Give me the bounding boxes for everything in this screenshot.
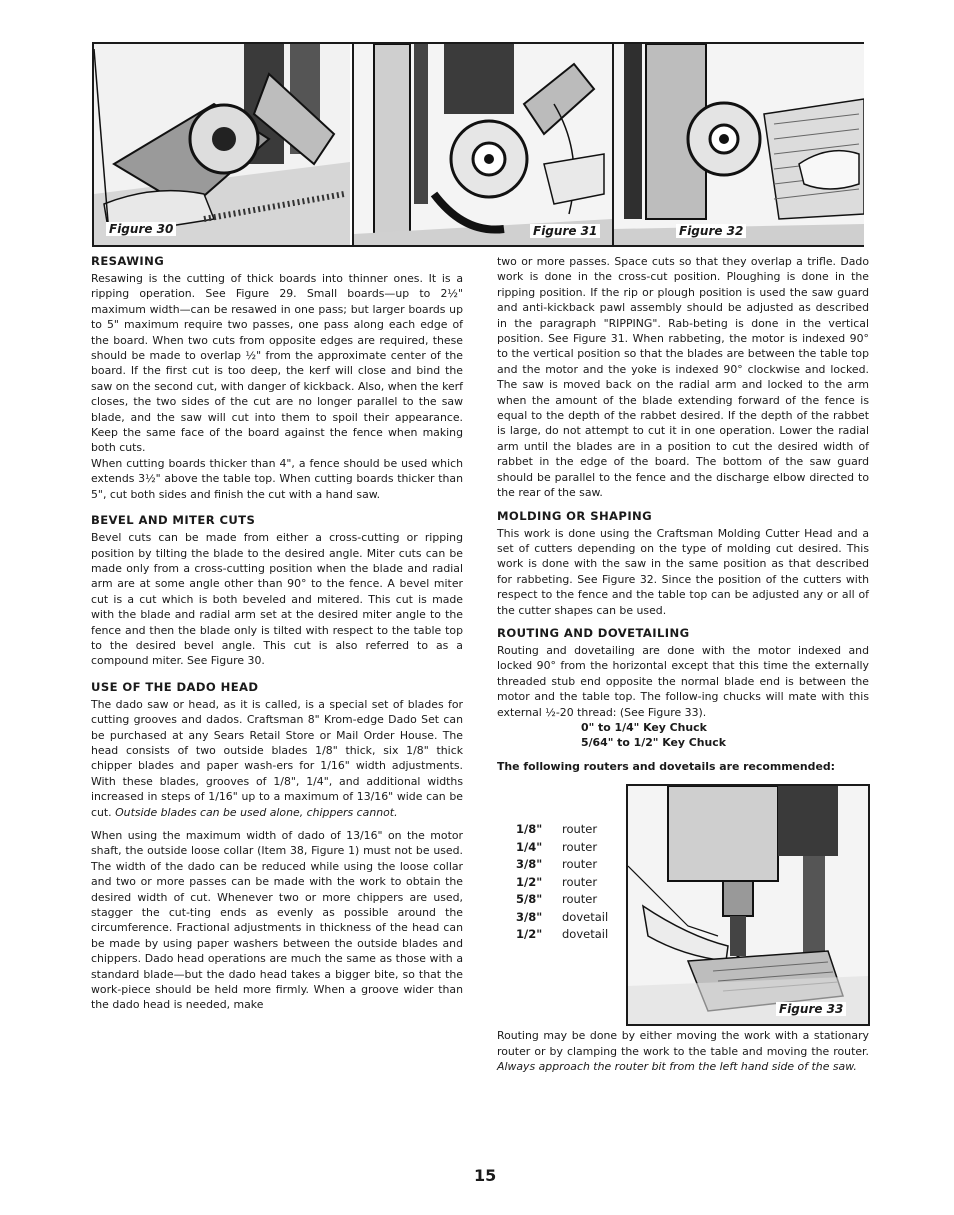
dado-head-paragraph-2: When using the maximum width of dado of 13/16" on the motor shaft, the outside loose collar (Item 38, Figure 1) must not be used. The width of the dado can be reduced while using the loose collar and two or more passes can be made with the work to obtain the desired width of cut. Whenever two or more chippers are used, stagger the cut-ting ends as evenly as possible around the circumference. Fractional adjustments in thickness of the head can be made by using paper washers between the outside blades and chippers. Dado head operations are much the same as those with a standard blade—but the dado head takes a bigger bite, so that the work-piece should be held more firmly. When a groove wider than the dado head is needed, make [91, 829, 463, 1012]
router-item: 1/4" router [516, 839, 598, 854]
dado-head-italic-note: Outside blades can be used alone, chippers cannot. [115, 805, 398, 819]
figure-31-illustration [352, 44, 612, 245]
figure-33-illustration [626, 784, 870, 1026]
router-item: 3/8" dovetail [516, 909, 609, 924]
resawing-paragraph-1: Resawing is the cutting of thick boards into thinner ones. It is a ripping operation. See Figure 29. Small boards—up to 2½" maximum width—can be resawed in one pass; but larger boards up to 5" maximum require two passes, one pass along each edge of the board. When two cuts from opposite edges are required, these should be made to overlap ½" from the approximate center of the board. If the first cut is too deep, the kerf will close and bind the saw on the second cut, with danger of kickback. Also, when the kerf closes, the two sides of the cut are no longer parallel to the saw blade, and the saw will cut into them to spoil their appearance. Keep the same face of the board against the fence when making both cuts. [91, 272, 463, 455]
router-item: 5/8" router [516, 892, 598, 907]
dado-head-paragraph-1-text: The dado saw or head, as it is called, is a special set of blades for cutting grooves and dados. Craftsman 8" Krom-edge Dado Set can be purchased at any Sears Retail Store or Mail Order House. The head consists of two outside blades 1/8" thick, six 1/8" thick chipper blades and paper wash-ers for 1/16" width adjustments. With these blades, grooves of 1/8", 1/4", and additional widths increased in steps of 1/16" up to a maximum of 13/16" wide can be cut. [91, 697, 463, 819]
router-block [497, 784, 869, 1028]
dado-head-paragraph-1 [91, 697, 463, 820]
molding-paragraph: This work is done using the Craftsman Molding Cutter Head and a set of cutters depending on the type of molding cut desired. This work is done with the saw in the same position as that described for rabbeting. See Figure 32. Since the position of the cutters with respect to the fence and the table top can be adjusted any or all of the cutter shapes can be used. [497, 526, 869, 617]
figure-31-caption: Figure 31 [530, 224, 600, 238]
figure-33-drawing [628, 786, 868, 1024]
chuck-list [581, 720, 869, 751]
bevel-miter-heading: BEVEL AND MITER CUTS [91, 513, 256, 528]
figure-30-drawing [94, 44, 350, 245]
resawing-paragraph-2: When cutting boards thicker than 4", a fence should be used which extends 3½" above the table top. When cutting boards thicker than 5", cut both sides and finish the cut with a hand saw. [91, 456, 463, 501]
figure-30-caption: Figure 30 [106, 222, 176, 236]
dado-head-heading: USE OF THE DADO HEAD [91, 679, 259, 694]
router-item: 3/8" router [516, 857, 598, 872]
left-column [91, 254, 463, 1013]
routing-paragraph-1: Routing and dovetailing are done with the motor indexed and locked 90° from the horizontal except that this time the externally threaded stub end opposite the normal blade end is between the motor and the table top. The follow-ing chucks will mate with this external ½-20 thread: (See Figure 33). [497, 643, 869, 719]
figure-32-illustration [612, 44, 864, 245]
figure-31-drawing [354, 44, 612, 245]
router-item: 1/2" dovetail [516, 927, 609, 942]
figure-32-caption: Figure 32 [676, 224, 746, 238]
routing-italic-warning: Always approach the router bit from the left hand side of the saw. [497, 1060, 857, 1073]
router-item: 1/8" router [516, 822, 598, 837]
routing-paragraph-2 [497, 1028, 869, 1074]
recommended-line: The following routers and dovetails are recommended: [497, 759, 836, 773]
chuck-item: 5/64" to 1/2" Key Chuck [581, 736, 726, 750]
router-item: 1/2" router [516, 874, 598, 889]
chuck-item: 0" to 1/4" Key Chuck [581, 720, 707, 734]
molding-heading: MOLDING OR SHAPING [497, 508, 653, 523]
figure-strip [92, 42, 864, 247]
page-number: 15 [474, 1166, 497, 1185]
router-list [516, 821, 608, 944]
right-column [497, 254, 869, 1074]
dado-continued-paragraph: two or more passes. Space cuts so that they overlap a trifle. Dado work is done in the cross-cut position. Ploughing is done in the ripping position. If the rip or plough position is used the saw guard and anti-kickback pawl assembly should be adjusted as described in the paragraph "RIPPING". Rab-beting is done in the vertical position. See Figure 31. When rabbeting, the motor is indexed 90° to the vertical position so that the blades are between the table top and the motor and the yoke is indexed 90° clockwise and locked. The saw is moved back on the radial arm and locked to the arm when the amount of the blade extending forward of the fence is equal to the depth of the rabbet desired. If the depth of the rabbet is large, do not attempt to cut it in one operation. Lower the radial arm until the blades are in a position to cut the desired width of rabbet in the edge of the board. The bottom of the saw guard should be parallel to the fence and the discharge elbow directed to the rear of the saw. [497, 255, 869, 500]
figure-30-illustration [94, 44, 350, 245]
figure-32-drawing [614, 44, 864, 245]
resawing-heading: RESAWING [91, 254, 165, 268]
routing-paragraph-2-text: Routing may be done by either moving the work with a stationary router or by clamping the work to the table and moving the router. [497, 1029, 869, 1058]
figure-33-caption: Figure 33 [776, 1002, 846, 1016]
bevel-miter-paragraph: Bevel cuts can be made from either a cross-cutting or ripping position by tilting the blade to the desired angle. Miter cuts can be made only from a cross-cutting position when the blade and radial arm are at some angle other than 90° to the fence. A bevel miter cut is a cut which is both beveled and mitered. This cut is made with the blade and radial arm set at the desired miter angle to the fence and then the blade only is tilted with respect to the table top to the desired bevel angle. This cut is also referred to as a compound miter. See Figure 30. [91, 531, 463, 668]
routing-heading: ROUTING AND DOVETAILING [497, 625, 690, 640]
